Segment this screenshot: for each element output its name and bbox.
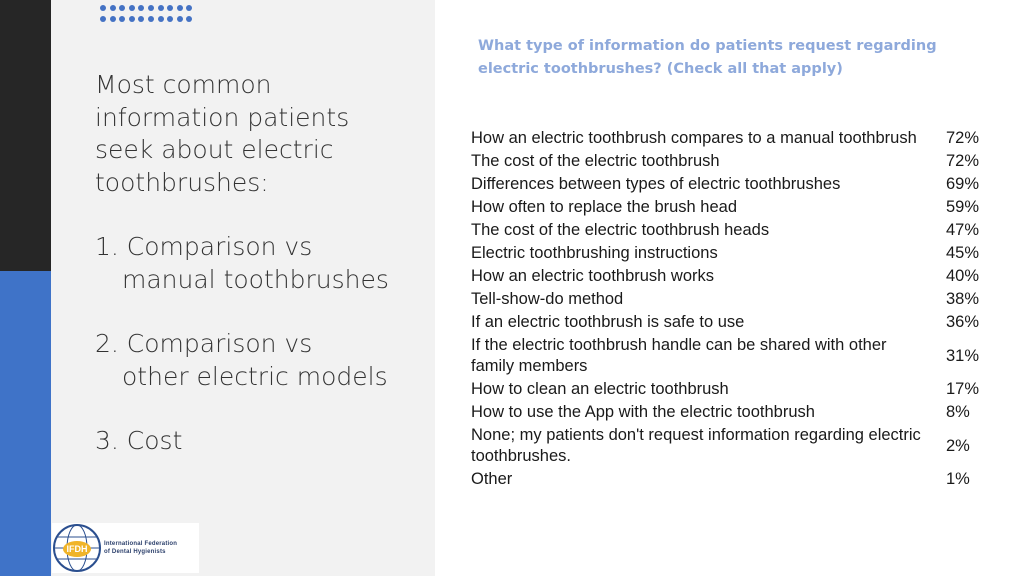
table-row <box>467 219 991 242</box>
row-label: How to clean an electric toothbrush <box>471 380 729 398</box>
row-percentage: 1% <box>946 470 970 488</box>
row-label: How an electric toothbrush works <box>471 267 715 285</box>
table-row <box>467 173 991 196</box>
table-row <box>467 424 991 468</box>
row-label: If an electric toothbrush is safe to use <box>471 313 745 331</box>
row-percentage: 45% <box>946 244 980 262</box>
row-percentage: 2% <box>946 436 970 455</box>
table-row <box>467 468 991 491</box>
row-percentage: 47% <box>946 221 980 239</box>
table-row <box>467 288 991 311</box>
row-percentage: 36% <box>946 313 980 331</box>
row-label: Other <box>471 470 513 488</box>
dark-side-bar <box>0 0 51 271</box>
row-percentage: 38% <box>946 290 980 308</box>
survey-question: What type of information do patients request regarding electric toothbrushes? (Check all that apply) <box>478 38 937 77</box>
row-percentage: 59% <box>946 198 980 216</box>
table-row <box>467 150 991 173</box>
logo-emblem-text: IFDH <box>66 544 88 554</box>
table-row <box>467 242 991 265</box>
row-percentage: 31% <box>946 346 980 365</box>
row-percentage: 69% <box>946 175 980 193</box>
row-label: Differences between types of electric toothbrushes <box>471 175 841 193</box>
table-row <box>467 378 991 401</box>
summary-item-2: 2. Comparison vs other electric models <box>95 329 388 391</box>
row-label: Tell-show-do method <box>471 290 624 308</box>
blue-side-bar <box>0 271 51 576</box>
row-percentage: 17% <box>946 380 980 398</box>
table-row <box>467 265 991 288</box>
row-percentage: 8% <box>946 403 970 421</box>
results-table <box>467 127 991 491</box>
logo-wordmark: International Federation of Dental Hygienists <box>104 541 178 555</box>
row-label: Electric toothbrushing instructions <box>471 244 718 262</box>
row-label: If the electric toothbrush handle can be shared with other family members <box>471 336 887 375</box>
row-percentage: 72% <box>946 152 980 170</box>
row-label: None; my patients don't request information regarding electric toothbrushes. <box>471 426 921 465</box>
table-row <box>467 127 991 150</box>
row-label: The cost of the electric toothbrush heads <box>471 221 770 239</box>
row-label: How often to replace the brush head <box>471 198 738 216</box>
table-row <box>467 311 991 334</box>
row-percentage: 72% <box>946 129 980 147</box>
row-label: How an electric toothbrush compares to a manual toothbrush <box>471 129 917 147</box>
summary-item-3: 3. Cost <box>95 426 183 455</box>
decorative-dot-grid <box>100 5 202 27</box>
table-row <box>467 334 991 378</box>
table-row <box>467 401 991 424</box>
table-row <box>467 196 991 219</box>
row-percentage: 40% <box>946 267 980 285</box>
summary-text <box>95 69 415 490</box>
row-label: How to use the App with the electric toothbrush <box>471 403 815 421</box>
summary-item-1: 1. Comparison vs manual toothbrushes <box>95 232 389 294</box>
summary-heading: Most common information patients seek about electric toothbrushes: <box>95 70 350 197</box>
row-label: The cost of the electric toothbrush <box>471 152 720 170</box>
ifdh-logo <box>52 523 199 573</box>
globe-icon <box>52 523 102 573</box>
